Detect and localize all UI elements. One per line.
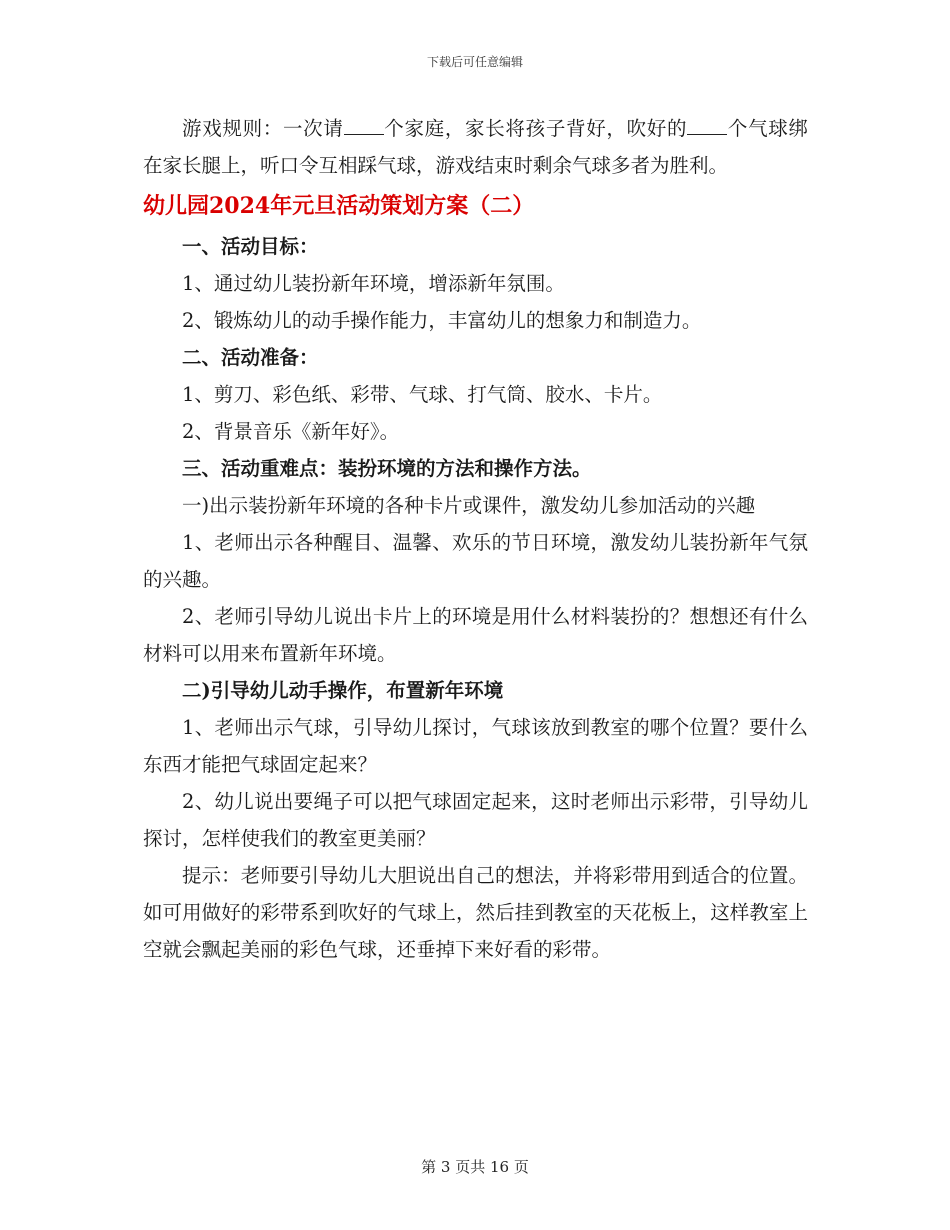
preparation-item-1: 1、剪刀、彩色纸、彩带、气球、打气筒、胶水、卡片。: [182, 383, 663, 406]
process-step-1-item-1: 1、老师出示各种醒目、温馨、欢乐的节日环境，激发幼儿装扮新年气氛的兴趣。: [143, 531, 808, 591]
page-header: 下载后可任意编辑: [426, 55, 523, 69]
rules-text-3: 个气球绑在家长腿上，听口令互相踩气球，游戏结束时剩余气球多者为胜利。: [143, 117, 808, 177]
blank-line-1: [344, 116, 384, 135]
rules-text-2: 个家庭，家长将孩子背好，吹好的: [383, 117, 688, 140]
process-step-2-heading: 二)引导幼儿动手操作，布置新年环境: [182, 679, 504, 702]
goal-item-2: 2、锻炼幼儿的动手操作能力，丰富幼儿的想象力和制造力。: [182, 309, 702, 332]
section-heading-preparation: 二、活动准备：: [182, 346, 319, 369]
process-step-1-item-2: 2、老师引导幼儿说出卡片上的环境是用什么材料装扮的？想想还有什么材料可以用来布置新年环境。: [143, 605, 808, 665]
process-step-1: 一)出示装扮新年环境的各种卡片或课件，激发幼儿参加活动的兴趣: [182, 494, 756, 517]
blank-line-2: [687, 116, 727, 135]
rules-text-1: 游戏规则：一次请: [182, 117, 344, 140]
tip-paragraph: 提示：老师要引导幼儿大胆说出自己的想法，并将彩带用到适合的位置。如可用做好的彩带系到吹好的气球上，然后挂到教室的天花板上，这样教室上空就会飘起美丽的彩色气球，还垂掉下来好看的彩带。: [143, 864, 808, 961]
game-rules-paragraph: [143, 110, 808, 184]
process-step-2-item-2: 2、幼儿说出要绳子可以把气球固定起来，这时老师出示彩带，引导幼儿探讨，怎样使我们的教室更美丽？: [143, 790, 808, 850]
document-body: [143, 110, 808, 968]
section-heading-goals: 一、活动目标：: [182, 235, 319, 258]
goal-item-1: 1、通过幼儿装扮新年环境，增添新年氛围。: [182, 272, 565, 295]
section-heading-key-points: 三、活动重难点：装扮环境的方法和操作方法。: [182, 457, 592, 480]
page-footer: 第 3 页共 16 页: [421, 1158, 529, 1176]
process-step-2-item-1: 1、老师出示气球，引导幼儿探讨，气球该放到教室的哪个位置？要什么东西才能把气球固定起来？: [143, 716, 808, 776]
document-title: 幼儿园2024年元旦活动策划方案（二）: [143, 193, 535, 219]
preparation-item-2: 2、背景音乐《新年好》。: [182, 420, 400, 443]
